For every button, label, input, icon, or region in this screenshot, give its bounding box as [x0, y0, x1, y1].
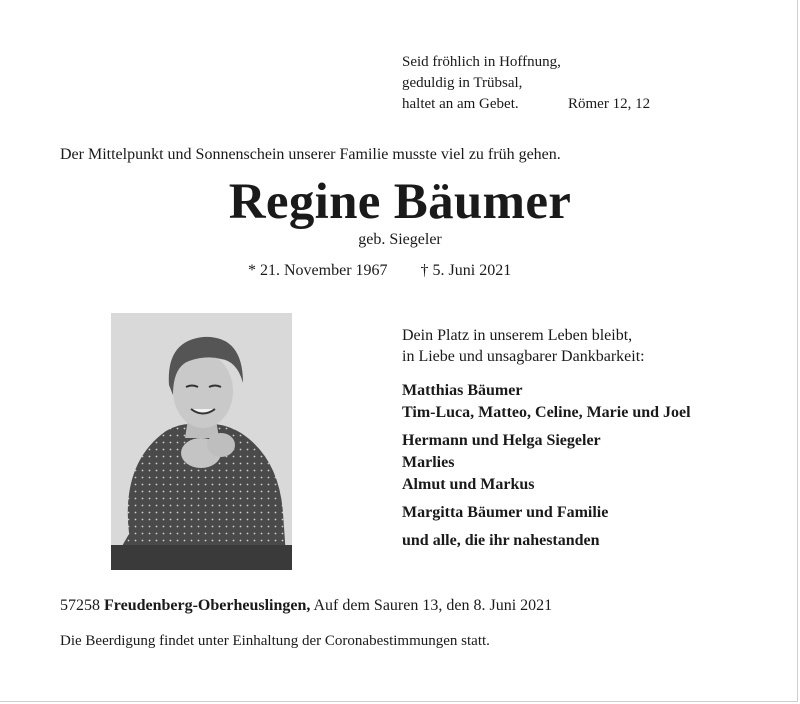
- mourning-line: in Liebe und unsagbarer Dankbarkeit:: [402, 348, 645, 365]
- death-date: † 5. Juni 2021: [420, 262, 512, 279]
- postcode: 57258: [60, 597, 100, 614]
- mourners-list: [402, 380, 792, 552]
- mourner-entry: Margitta Bäumer und Familie: [402, 504, 609, 521]
- address-rest: Auf dem Sauren 13, den 8. Juni 2021: [313, 597, 553, 614]
- mourner-entry: Marlies: [402, 454, 455, 471]
- intro-text: Der Mittelpunkt und Sonnenschein unserer Familie musste viel zu früh gehen.: [60, 146, 561, 163]
- life-dates: [248, 262, 511, 280]
- mourner-entry: Hermann und Helga Siegeler: [402, 432, 601, 449]
- mourning-line: Dein Platz in unserem Leben bleibt,: [402, 327, 633, 344]
- town: Freudenberg-Oberheuslingen,: [104, 597, 311, 614]
- mourning-text: [402, 325, 782, 367]
- mourner-entry: Tim-Luca, Matteo, Celine, Marie und Joel: [402, 404, 691, 421]
- mourner-entry: und alle, die ihr nahestanden: [402, 532, 600, 549]
- verse-reference: Römer 12, 12: [568, 96, 651, 112]
- mourner-entry: Almut und Markus: [402, 476, 535, 493]
- bible-verse: [402, 52, 651, 115]
- mourner-entry: Matthias Bäumer: [402, 382, 523, 399]
- deceased-name: Regine Bäumer: [228, 174, 572, 230]
- verse-line: haltet an am Gebet.: [402, 96, 519, 112]
- portrait-icon: [111, 313, 292, 570]
- verse-line: geduldig in Trübsal,: [402, 75, 523, 91]
- birth-date: * 21. November 1967: [248, 262, 388, 279]
- portrait-photo: [111, 313, 292, 570]
- funeral-note: Die Beerdigung findet unter Einhaltung der Coronabestimmungen statt.: [60, 633, 490, 649]
- maiden-name: geb. Siegeler: [358, 231, 442, 248]
- address-line: [60, 597, 552, 615]
- verse-line: Seid fröhlich in Hoffnung,: [402, 54, 561, 70]
